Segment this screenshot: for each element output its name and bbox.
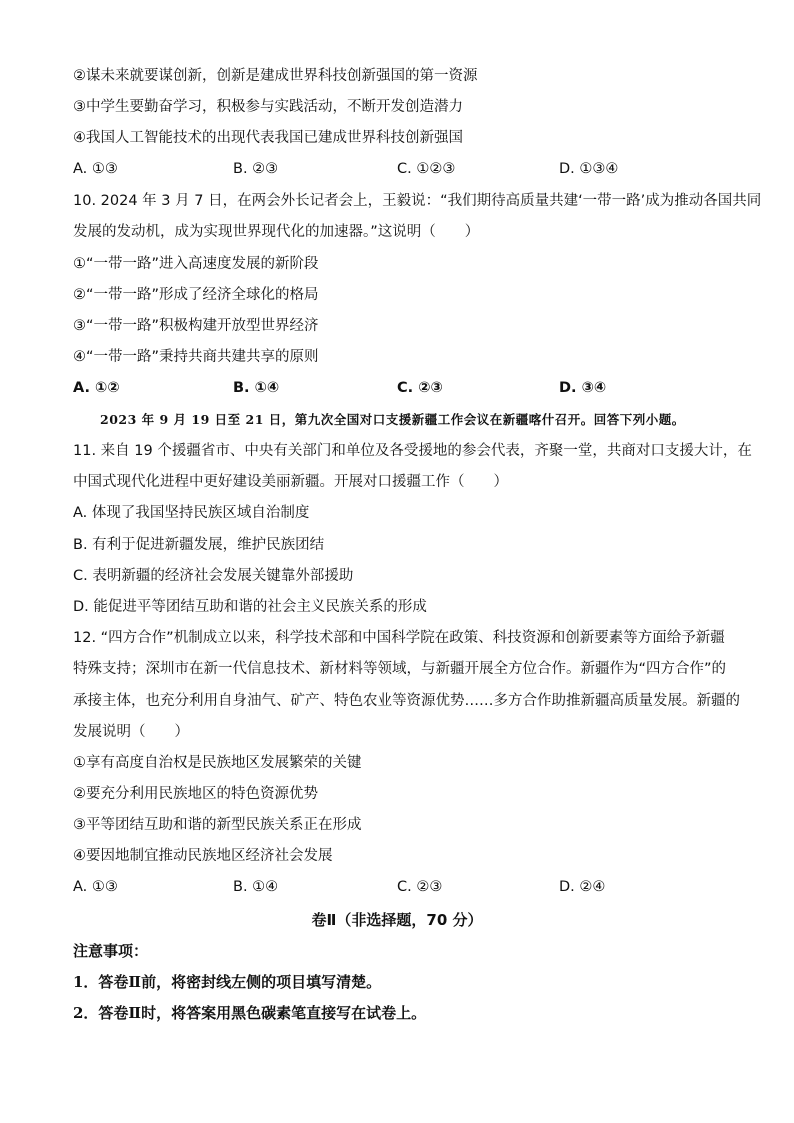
q12-item-4: ④要因地制宜推动民族地区经济社会发展 [73, 848, 333, 864]
q10-options [73, 378, 733, 398]
q12-stem-line-2: 特殊支持；深圳市在新一代信息技术、新材料等领域，与新疆开展全方位合作。新疆作为“四方合作”的 [73, 661, 727, 677]
q12-stem-line-4: 发展说明（ ） [73, 724, 189, 740]
q12-stem-line-3: 承接主体，也充分利用自身油气、矿产、特色农业等资源优势……多方合作助推新疆高质量发展。新疆的 [73, 693, 740, 709]
q10-item-2: ②“一带一路”形成了经济全球化的格局 [73, 287, 319, 303]
q12-option-b: B. ①④ [233, 879, 279, 895]
q10-option-c: C. ②③ [397, 380, 443, 396]
q11-option-d: D. 能促进平等团结互助和谐的社会主义民族关系的形成 [73, 599, 427, 615]
q9-option-b: B. ②③ [233, 161, 279, 177]
q11-option-a: A. 体现了我国坚持民族区域自治制度 [73, 505, 310, 521]
q12-option-c: C. ②③ [397, 879, 443, 895]
q10-option-b: B. ①④ [233, 380, 280, 396]
q12-options [73, 877, 733, 897]
q10-option-a: A. ①② [73, 380, 120, 396]
q9-item-4: ④我国人工智能技术的出现代表我国已建成世界科技创新强国 [73, 130, 463, 146]
q9-options [73, 159, 733, 179]
q10-stem-line-1: 10. 2024 年 3 月 7 日，在两会外长记者会上，王毅说：“我们期待高质量共建‘一带一路’成为推动各国共同 [73, 193, 762, 209]
q9-item-3: ③中学生要勤奋学习，积极参与实践活动，不断开发创造潜力 [73, 99, 463, 115]
q9-option-a: A. ①③ [73, 161, 118, 177]
q11-option-c: C. 表明新疆的经济社会发展关键靠外部援助 [73, 568, 354, 584]
q12-option-a: A. ①③ [73, 879, 118, 895]
q9-option-d: D. ①③④ [559, 161, 619, 177]
q12-item-1: ①享有高度自治权是民族地区发展繁荣的关键 [73, 755, 362, 771]
q12-item-2: ②要充分利用民族地区的特色资源优势 [73, 786, 318, 802]
q10-item-3: ③“一带一路”积极构建开放型世界经济 [73, 318, 319, 334]
q10-item-4: ④“一带一路”秉持共商共建共享的原则 [73, 349, 319, 365]
note-1: 1．答卷Ⅱ前，将密封线左侧的项目填写清楚。 [73, 973, 382, 991]
q12-option-d: D. ②④ [559, 879, 606, 895]
q11-option-b: B. 有利于促进新疆发展，维护民族团结 [73, 537, 325, 553]
q9-item-2: ②谋未来就要谋创新，创新是建成世界科技创新强国的第一资源 [73, 68, 478, 84]
q11-stem-line-1: 11. 来自 19 个援疆省市、中央有关部门和单位及各受援地的参会代表，齐聚一堂，共商对口支援大计，在 [73, 443, 752, 459]
q10-stem-line-2: 发展的发动机，成为实现世界现代化的加速器。”这说明（ ） [73, 224, 480, 240]
q10-option-d: D. ③④ [559, 380, 607, 396]
group-intro: 2023 年 9 月 19 日至 21 日，第九次全国对口支援新疆工作会议在新疆喀什召开。回答下列小题。 [100, 412, 685, 427]
q10-item-1: ①“一带一路”进入高速度发展的新阶段 [73, 256, 319, 272]
note-2: 2．答卷Ⅱ时，将答案用黑色碳素笔直接写在试卷上。 [73, 1004, 427, 1022]
q12-item-3: ③平等团结互助和谐的新型民族关系正在形成 [73, 817, 362, 833]
q11-stem-line-2: 中国式现代化进程中更好建设美丽新疆。开展对口援疆工作（ ） [73, 474, 508, 490]
q12-stem-line-1: 12. “四方合作”机制成立以来，科学技术部和中国科学院在政策、科技资源和创新要素等方面给予新疆 [73, 630, 725, 646]
notes-heading: 注意事项： [73, 942, 149, 960]
part-2-title: 卷Ⅱ（非选择题，70 分） [311, 911, 483, 929]
q9-option-c: C. ①②③ [397, 161, 456, 177]
